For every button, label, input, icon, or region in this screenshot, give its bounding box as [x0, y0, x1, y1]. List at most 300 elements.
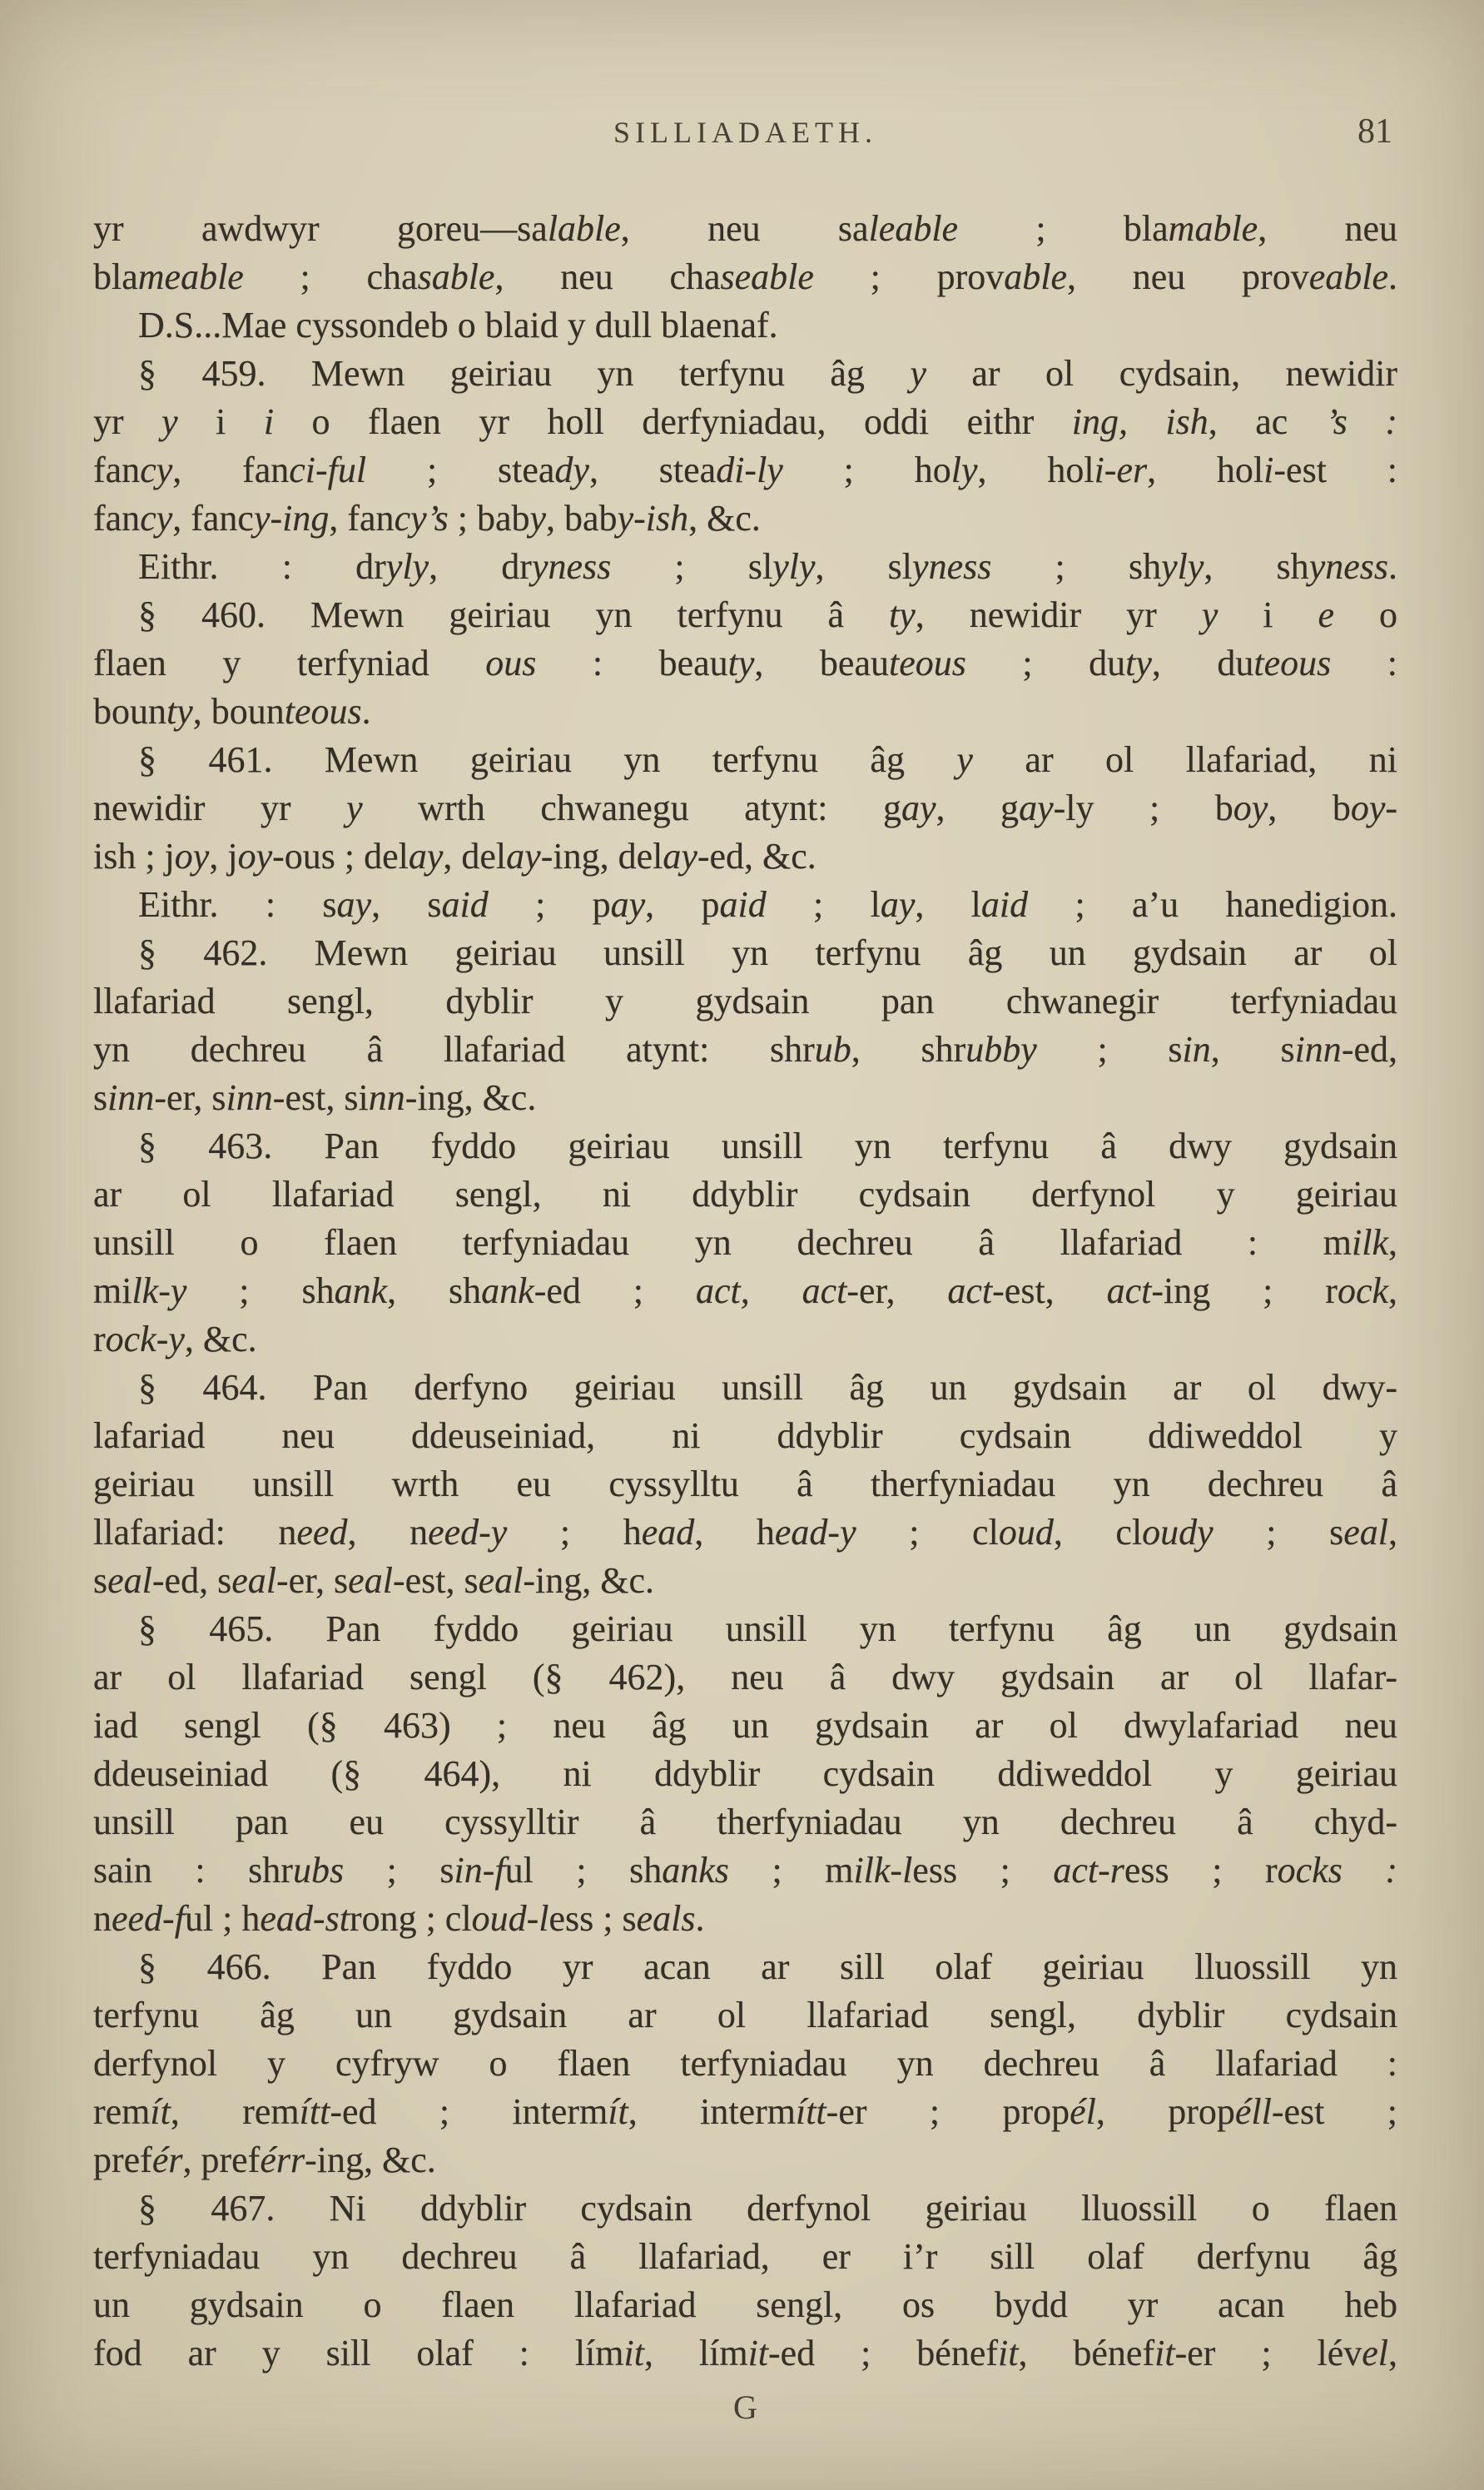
italic-segment: oy	[1233, 788, 1268, 828]
italic-segment: ank	[334, 1270, 388, 1311]
text-segment: § 462. Mewn geiriau unsill yn terfynu âg un gydsain ar ol	[138, 932, 1397, 973]
text-segment: ; sh	[991, 546, 1162, 587]
text-segment: flaen y terfyniad	[93, 643, 486, 683]
italic-segment: cy’s	[394, 498, 449, 539]
italic-segment: eal	[478, 1560, 524, 1601]
text-segment: Eithr. : dr	[138, 546, 386, 587]
text-line	[93, 543, 1397, 591]
text-segment: § 466. Pan fyddo yr acan ar sill olaf geiriau lluossill yn	[138, 1946, 1397, 1987]
text-segment: , neu	[1258, 208, 1398, 249]
text-segment: yn dechreu â llafariad atynt: shr	[93, 1029, 815, 1070]
text-segment: ish ; j	[93, 836, 175, 877]
text-segment: ; du	[965, 643, 1126, 683]
page-number: 81	[1357, 112, 1392, 151]
text-segment: -ing, &c.	[305, 2140, 436, 2180]
text-segment: ar ol llafariad, ni	[972, 739, 1397, 780]
italic-segment: cy	[140, 450, 173, 490]
italic-segment: in	[1182, 1029, 1211, 1070]
text-segment: ess ; r	[1124, 1850, 1278, 1891]
text-segment: -er ; lév	[1174, 2333, 1362, 2373]
text-segment: rong ; cl	[349, 1898, 472, 1939]
italic-segment: eal	[107, 1560, 152, 1601]
text-segment: , h	[694, 1512, 775, 1553]
text-segment: ,	[1388, 1222, 1397, 1263]
text-segment: § 461. Mewn geiriau yn terfynu âg	[138, 739, 957, 780]
text-line	[93, 1846, 1397, 1895]
text-line	[93, 591, 1397, 639]
italic-segment: aid	[441, 884, 489, 925]
text-segment: i	[1218, 594, 1318, 635]
text-line	[93, 2040, 1397, 2088]
text-line	[93, 1798, 1397, 1846]
italic-segment: ead-st	[260, 1898, 350, 1939]
page-footer	[93, 2388, 1397, 2427]
italic-segment: ubby	[965, 1029, 1037, 1070]
text-segment: o	[1334, 594, 1398, 635]
body-text	[93, 205, 1397, 2378]
text-line	[93, 446, 1397, 495]
text-segment: , cl	[1053, 1512, 1143, 1553]
text-segment: ess ;	[912, 1850, 1054, 1891]
italic-segment: oud	[998, 1512, 1054, 1553]
italic-segment: i-er	[1094, 450, 1148, 490]
text-segment: , j	[209, 836, 238, 877]
text-segment: yr	[93, 401, 162, 442]
text-segment: ; s	[1213, 1512, 1344, 1553]
text-segment: -	[1385, 788, 1398, 828]
text-segment: ess ; s	[548, 1898, 637, 1939]
text-segment: ; stea	[366, 450, 555, 490]
text-segment: -er, s	[275, 1560, 349, 1601]
text-segment: , rem	[170, 2091, 300, 2132]
text-segment: , g	[936, 788, 1020, 828]
italic-segment: di-ly	[716, 450, 783, 490]
text-segment: , newidir yr	[915, 594, 1202, 635]
italic-segment: érr	[260, 2140, 305, 2180]
text-segment: ar ol llafariad sengl (§ 462), neu â dwy gydsain ar ol llafar-	[93, 1657, 1397, 1697]
text-line	[93, 929, 1397, 977]
italic-segment: ay	[663, 836, 697, 877]
text-segment: ,	[1388, 2333, 1397, 2373]
text-segment: , bénef	[1018, 2333, 1155, 2373]
text-segment: o flaen yr holl derfyniadau, oddi eithr	[274, 401, 1072, 442]
signature-mark: G	[733, 2388, 757, 2426]
italic-segment: yness	[1308, 546, 1388, 587]
italic-segment: oy	[174, 836, 210, 877]
text-segment: , s	[1210, 1029, 1295, 1070]
text-segment: unsill pan eu cyssylltir â therfyniadau yn dechreu â chyd-	[93, 1802, 1397, 1842]
text-line	[93, 1074, 1397, 1122]
text-segment: -ed ; bénef	[768, 2333, 999, 2373]
text-segment: , hol	[977, 450, 1094, 490]
italic-segment: it	[623, 2333, 644, 2373]
text-segment: ; sh	[186, 1270, 335, 1311]
italic-segment: i	[1263, 450, 1274, 490]
italic-segment: meable	[137, 256, 244, 297]
text-segment: terfynu âg un gydsain ar ol llafariad sengl, dyblir cydsain	[93, 1995, 1397, 2035]
text-segment: -ing, del	[540, 836, 663, 877]
italic-segment: ead-y	[774, 1512, 856, 1553]
italic-segment: ing, ish	[1071, 401, 1209, 442]
italic-segment: cy	[140, 498, 173, 539]
italic-segment: oy	[237, 836, 273, 877]
text-segment: terfyniadau yn dechreu â llafariad, er i’r sill olaf derfynu âg	[93, 2236, 1397, 2277]
text-segment: , fan	[329, 498, 395, 539]
text-segment: ; l	[766, 884, 881, 925]
text-segment: .	[361, 691, 371, 732]
text-segment: -ed,	[1341, 1029, 1397, 1070]
text-line	[93, 350, 1397, 398]
italic-segment: ít	[608, 2091, 628, 2132]
text-segment: -est, s	[392, 1560, 479, 1601]
text-segment: -ing, &c.	[523, 1560, 654, 1601]
text-segment: , s	[371, 884, 442, 925]
italic-segment: teous	[1253, 643, 1332, 683]
text-line	[93, 977, 1397, 1026]
italic-segment: eed	[296, 1512, 348, 1553]
text-segment: ; h	[507, 1512, 642, 1553]
italic-segment: lk-y	[132, 1270, 187, 1311]
italic-segment: able	[1004, 256, 1068, 297]
italic-segment: y	[956, 739, 973, 780]
text-line	[93, 1702, 1397, 1750]
italic-segment: ítt	[795, 2091, 826, 2132]
text-line	[93, 736, 1397, 784]
italic-segment: ay	[1019, 788, 1054, 828]
italic-segment: in-f	[454, 1850, 505, 1891]
text-segment: , shr	[851, 1029, 966, 1070]
text-line	[93, 1122, 1397, 1170]
text-line	[93, 784, 1397, 832]
italic-segment: el	[1362, 2333, 1388, 2373]
text-segment: , b	[1268, 788, 1351, 828]
text-segment: rem	[93, 2091, 151, 2132]
text-segment: sain : shr	[93, 1850, 293, 1891]
text-segment: § 459. Mewn geiriau yn terfynu âg	[138, 353, 911, 394]
italic-segment: act-r	[1053, 1850, 1124, 1891]
text-line	[93, 1943, 1397, 1991]
italic-segment: ay	[880, 884, 916, 925]
italic-segment: eed-y	[428, 1512, 508, 1553]
text-segment: ; s	[1036, 1029, 1183, 1070]
text-segment: ; p	[488, 884, 611, 925]
italic-segment: yness	[912, 546, 992, 587]
text-segment: llafariad sengl, dyblir y gydsain pan chwanegir terfyniadau	[93, 981, 1397, 1021]
text-segment: ; ho	[782, 450, 951, 490]
text-segment: -ed, &c.	[697, 836, 816, 877]
text-segment: wrth chwanegu atynt: g	[362, 788, 901, 828]
text-segment: -er, s	[154, 1077, 226, 1118]
italic-segment: e	[1318, 594, 1335, 635]
text-segment: -ed, s	[151, 1560, 232, 1601]
italic-segment: él	[1070, 2091, 1096, 2132]
running-title: SILLIADAETH.	[613, 116, 877, 149]
text-line	[93, 881, 1397, 929]
text-line	[93, 1508, 1397, 1557]
text-line	[93, 2136, 1397, 2184]
text-segment: , neu cha	[494, 256, 721, 297]
text-segment: un gydsain o flaen llafariad sengl, os bydd yr acan heb	[93, 2284, 1397, 2325]
italic-segment: aid	[719, 884, 767, 925]
italic-segment: ay	[901, 788, 936, 828]
text-segment: ; bab	[448, 498, 530, 539]
text-segment: : beau	[536, 643, 728, 683]
text-segment: ; bla	[958, 208, 1169, 249]
text-line	[93, 253, 1397, 301]
text-segment: , sh	[387, 1270, 482, 1311]
text-segment: llafariad: n	[93, 1512, 297, 1553]
text-segment: -est,	[992, 1270, 1107, 1311]
text-segment: -est :	[1273, 450, 1397, 490]
text-segment: -est ;	[1271, 2091, 1397, 2132]
text-segment: , boun	[192, 691, 285, 732]
text-segment: ; prov	[813, 256, 1005, 297]
text-segment: n	[93, 1898, 112, 1939]
text-segment: D.S...Mae cyssondeb o blaid y dull blaenaf.	[138, 305, 778, 345]
italic-segment: ly	[950, 450, 978, 490]
text-segment: § 464. Pan derfyno geiriau unsill âg un gydsain ar ol dwy-	[138, 1367, 1397, 1408]
text-line	[93, 1412, 1397, 1460]
text-segment: derfynol y cyfryw o flaen terfyniadau yn dechreu â llafariad :	[93, 2043, 1397, 2084]
text-line	[93, 2088, 1397, 2136]
text-segment: mi	[93, 1270, 132, 1311]
italic-segment: eal	[348, 1560, 393, 1601]
italic-segment: yly	[1161, 546, 1204, 587]
text-segment: iad sengl (§ 463) ; neu âg un gydsain ar ol dwylafariad neu	[93, 1705, 1397, 1746]
text-segment: , n	[347, 1512, 429, 1553]
text-segment: ar ol cydsain, newidir	[926, 353, 1397, 394]
italic-segment: inn	[226, 1077, 273, 1118]
italic-segment: y-ing	[253, 498, 330, 539]
italic-segment: ock-y	[105, 1319, 185, 1359]
text-segment: -ed ;	[534, 1270, 696, 1311]
italic-segment: seable	[720, 256, 814, 297]
text-line	[93, 832, 1397, 881]
italic-segment: yly	[772, 546, 816, 587]
text-segment: , sl	[815, 546, 913, 587]
text-segment: ; sl	[611, 546, 773, 587]
text-segment: , beau	[754, 643, 889, 683]
text-segment: :	[1331, 643, 1397, 683]
italic-segment: eals	[636, 1898, 696, 1939]
text-segment: bla	[93, 256, 138, 297]
text-segment: , pref	[182, 2140, 261, 2180]
text-line	[93, 1895, 1397, 1943]
italic-segment: y	[1201, 594, 1218, 635]
italic-segment: act	[947, 1270, 993, 1311]
text-segment: Eithr. : s	[138, 884, 337, 925]
text-line	[93, 2281, 1397, 2329]
text-segment: pref	[93, 2140, 152, 2180]
italic-segment: oud-l	[471, 1898, 549, 1939]
italic-segment: ock	[1337, 1270, 1389, 1311]
italic-segment: mable	[1168, 208, 1258, 249]
text-segment: § 465. Pan fyddo geiriau unsill yn terfynu âg un gydsain	[138, 1608, 1397, 1649]
text-line	[93, 688, 1397, 736]
italic-segment: leable	[868, 208, 959, 249]
text-line	[93, 1026, 1397, 1074]
text-segment: ; cha	[243, 256, 418, 297]
text-line	[93, 1557, 1397, 1605]
text-segment: , interm	[628, 2091, 796, 2132]
text-segment: -ed ; interm	[330, 2091, 608, 2132]
page-header	[93, 112, 1397, 158]
text-segment: unsill o flaen terfyniadau yn dechreu â llafariad : m	[93, 1222, 1352, 1263]
text-line	[93, 205, 1397, 253]
text-segment: , &c.	[184, 1319, 257, 1359]
text-segment: , ac	[1208, 401, 1326, 442]
text-segment: fan	[93, 498, 141, 539]
italic-segment: éll	[1234, 2091, 1272, 2132]
text-segment: -est, si	[272, 1077, 369, 1118]
italic-segment: eable	[1308, 256, 1388, 297]
italic-segment: ty	[727, 643, 755, 683]
italic-segment: oy	[1350, 788, 1386, 828]
text-line	[93, 1460, 1397, 1508]
text-segment: , del	[443, 836, 507, 877]
italic-segment: ít	[150, 2091, 171, 2132]
italic-segment: i	[263, 401, 275, 442]
text-segment: , fan	[172, 450, 290, 490]
text-segment: lafariad neu ddeuseiniad, ni ddyblir cydsain ddiweddol y	[93, 1415, 1397, 1456]
italic-segment: y	[161, 401, 178, 442]
text-segment: ar ol llafariad sengl, ni ddyblir cydsain derfynol y geiriau	[93, 1174, 1397, 1215]
italic-segment: ilk	[1352, 1222, 1388, 1263]
italic-segment: y	[346, 788, 363, 828]
italic-segment: it	[998, 2333, 1019, 2373]
text-segment: i	[177, 401, 264, 442]
text-segment: § 460. Mewn geiriau yn terfynu â	[138, 594, 890, 635]
italic-segment: ty	[889, 594, 916, 635]
italic-segment: ítt	[299, 2091, 330, 2132]
text-segment: , bab	[546, 498, 618, 539]
italic-segment: ty	[166, 691, 193, 732]
text-line	[93, 1605, 1397, 1653]
italic-segment: ty	[1125, 643, 1152, 683]
italic-segment: eed-f	[112, 1898, 185, 1939]
italic-segment: it	[747, 2333, 769, 2373]
italic-segment: oudy	[1142, 1512, 1214, 1553]
text-segment: , neu prov	[1067, 256, 1309, 297]
italic-segment: dy	[554, 450, 589, 490]
italic-segment: lable	[547, 208, 621, 249]
italic-segment: anks	[662, 1850, 729, 1891]
italic-segment: ous	[485, 643, 537, 683]
italic-segment: yness	[531, 546, 612, 587]
italic-segment: ead	[641, 1512, 695, 1553]
italic-segment: ocks :	[1277, 1850, 1398, 1891]
text-segment: , du	[1151, 643, 1254, 683]
text-line	[93, 398, 1397, 446]
text-segment: , hol	[1147, 450, 1264, 490]
text-segment: .	[695, 1898, 705, 1939]
text-segment: geiriau unsill wrth eu cyssylltu â therfyniadau yn dechreu â	[93, 1464, 1397, 1504]
text-segment: fod ar y sill olaf : lím	[93, 2333, 624, 2373]
italic-segment: eal	[1343, 1512, 1389, 1553]
italic-segment: nn	[368, 1077, 405, 1118]
text-segment: s	[93, 1560, 108, 1601]
italic-segment: it	[1154, 2333, 1175, 2373]
italic-segment: ay	[408, 836, 444, 877]
text-segment: , p	[645, 884, 720, 925]
text-segment: , neu sa	[620, 208, 869, 249]
text-segment: -er ; prop	[826, 2091, 1070, 2132]
text-segment: ul ; sh	[504, 1850, 663, 1891]
italic-segment: ubs	[292, 1850, 345, 1891]
text-line	[93, 1364, 1397, 1412]
text-segment: ul ; h	[184, 1898, 261, 1939]
text-segment: ,	[1388, 1270, 1398, 1311]
italic-segment: inn	[107, 1077, 155, 1118]
italic-segment: ér	[151, 2140, 183, 2180]
text-line	[93, 1267, 1397, 1315]
text-segment: ; cl	[856, 1512, 999, 1553]
text-segment: s	[93, 1077, 108, 1118]
text-segment: , &c.	[688, 498, 761, 539]
italic-segment: ay	[336, 884, 372, 925]
text-segment: boun	[93, 691, 166, 732]
text-segment: r	[93, 1319, 106, 1359]
text-line	[93, 301, 1397, 350]
italic-segment: yly	[385, 546, 429, 587]
italic-segment: y	[910, 353, 926, 394]
text-segment: , l	[915, 884, 981, 925]
text-segment: , stea	[588, 450, 717, 490]
italic-segment: ci-ful	[289, 450, 367, 490]
text-segment: fan	[93, 450, 141, 490]
text-line	[93, 2233, 1397, 2281]
text-line	[93, 1315, 1397, 1364]
text-line	[93, 1653, 1397, 1702]
text-segment: ,	[1388, 1512, 1398, 1553]
text-line	[93, 2329, 1397, 2378]
text-segment: -ing, &c.	[405, 1077, 537, 1118]
text-line	[93, 2184, 1397, 2233]
italic-segment: act	[1106, 1270, 1152, 1311]
italic-segment: eal	[231, 1560, 276, 1601]
text-segment: , prop	[1095, 2091, 1235, 2132]
text-segment: ; m	[728, 1850, 854, 1891]
italic-segment: ub	[814, 1029, 851, 1070]
italic-segment: ’s :	[1325, 401, 1397, 442]
italic-segment: inn	[1294, 1029, 1342, 1070]
text-segment: -ing ; r	[1151, 1270, 1338, 1311]
text-segment: -er,	[846, 1270, 948, 1311]
text-segment: .	[1388, 256, 1397, 297]
text-line	[93, 1170, 1397, 1219]
text-segment: -ly ; b	[1053, 788, 1233, 828]
text-segment: , dr	[429, 546, 532, 587]
italic-segment: sable	[417, 256, 495, 297]
text-segment: -ous ; del	[272, 836, 409, 877]
italic-segment: act, act	[695, 1270, 847, 1311]
text-segment: , fanc	[172, 498, 254, 539]
text-line	[93, 1991, 1397, 2040]
text-segment: ddeuseiniad (§ 464), ni ddyblir cydsain ddiweddol y geiriau	[93, 1753, 1397, 1794]
text-segment: § 463. Pan fyddo geiriau unsill yn terfynu â dwy gydsain	[138, 1126, 1397, 1166]
text-line	[93, 1750, 1397, 1798]
text-segment: , lím	[643, 2333, 748, 2373]
italic-segment: y	[529, 498, 547, 539]
text-segment: § 467. Ni ddyblir cydsain derfynol geiriau lluossill o flaen	[138, 2188, 1397, 2229]
italic-segment: ilk-l	[853, 1850, 913, 1891]
text-line	[93, 495, 1397, 543]
italic-segment: ay	[506, 836, 541, 877]
italic-segment: teous	[888, 643, 966, 683]
italic-segment: ay	[610, 884, 646, 925]
text-line	[93, 639, 1397, 688]
italic-segment: ank	[481, 1270, 534, 1311]
